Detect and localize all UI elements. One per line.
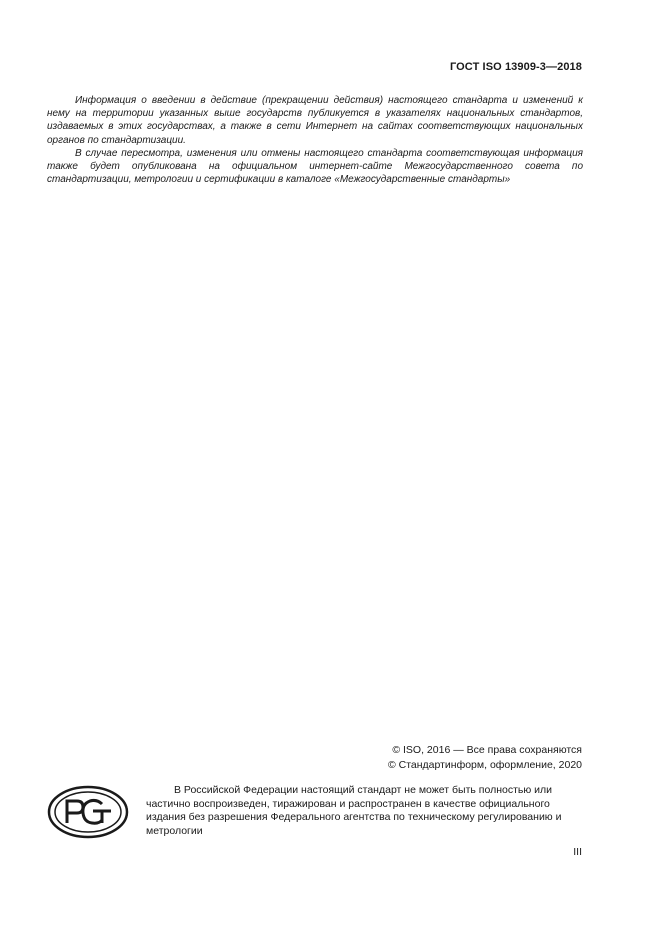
- publication-info: [47, 94, 583, 186]
- legal-notice-text: В Российской Федерации настоящий стандарт не может быть полностью или частично воспроизведен, тиражирован и распространен в качестве официального издания без разрешения Федерального агентства по техническому регулированию и метрологии: [146, 784, 562, 837]
- info-paragraph-1: Информация о введении в действие (прекращении действия) настоящего стандарта и изменений к нему на территории указанных выше государств публикуется в указателях национальных стандартов, издаваемых в этих государствах, а также в сети Интернет на сайтах соответствующих национальных органов по стандартизации.: [47, 95, 583, 146]
- rst-certification-mark-icon: [47, 785, 129, 839]
- publisher-copyright: © Стандартинформ, оформление, 2020: [387, 758, 582, 771]
- info-paragraph-2: В случае пересмотра, изменения или отмены настоящего стандарта соответствующая информация также будет опубликована на официальном интернет-сайте Межгосударственного совета по стандартизации, метрологии и сертификации в каталоге «Межгосударственные стандарты»: [47, 147, 583, 186]
- iso-copyright: © ISO, 2016 — Все права сохраняются: [392, 744, 582, 756]
- legal-notice: [146, 784, 584, 838]
- document-code: ГОСТ ISO 13909-3—2018: [449, 61, 582, 73]
- page-number: III: [573, 846, 582, 858]
- copyright-block: [388, 743, 582, 772]
